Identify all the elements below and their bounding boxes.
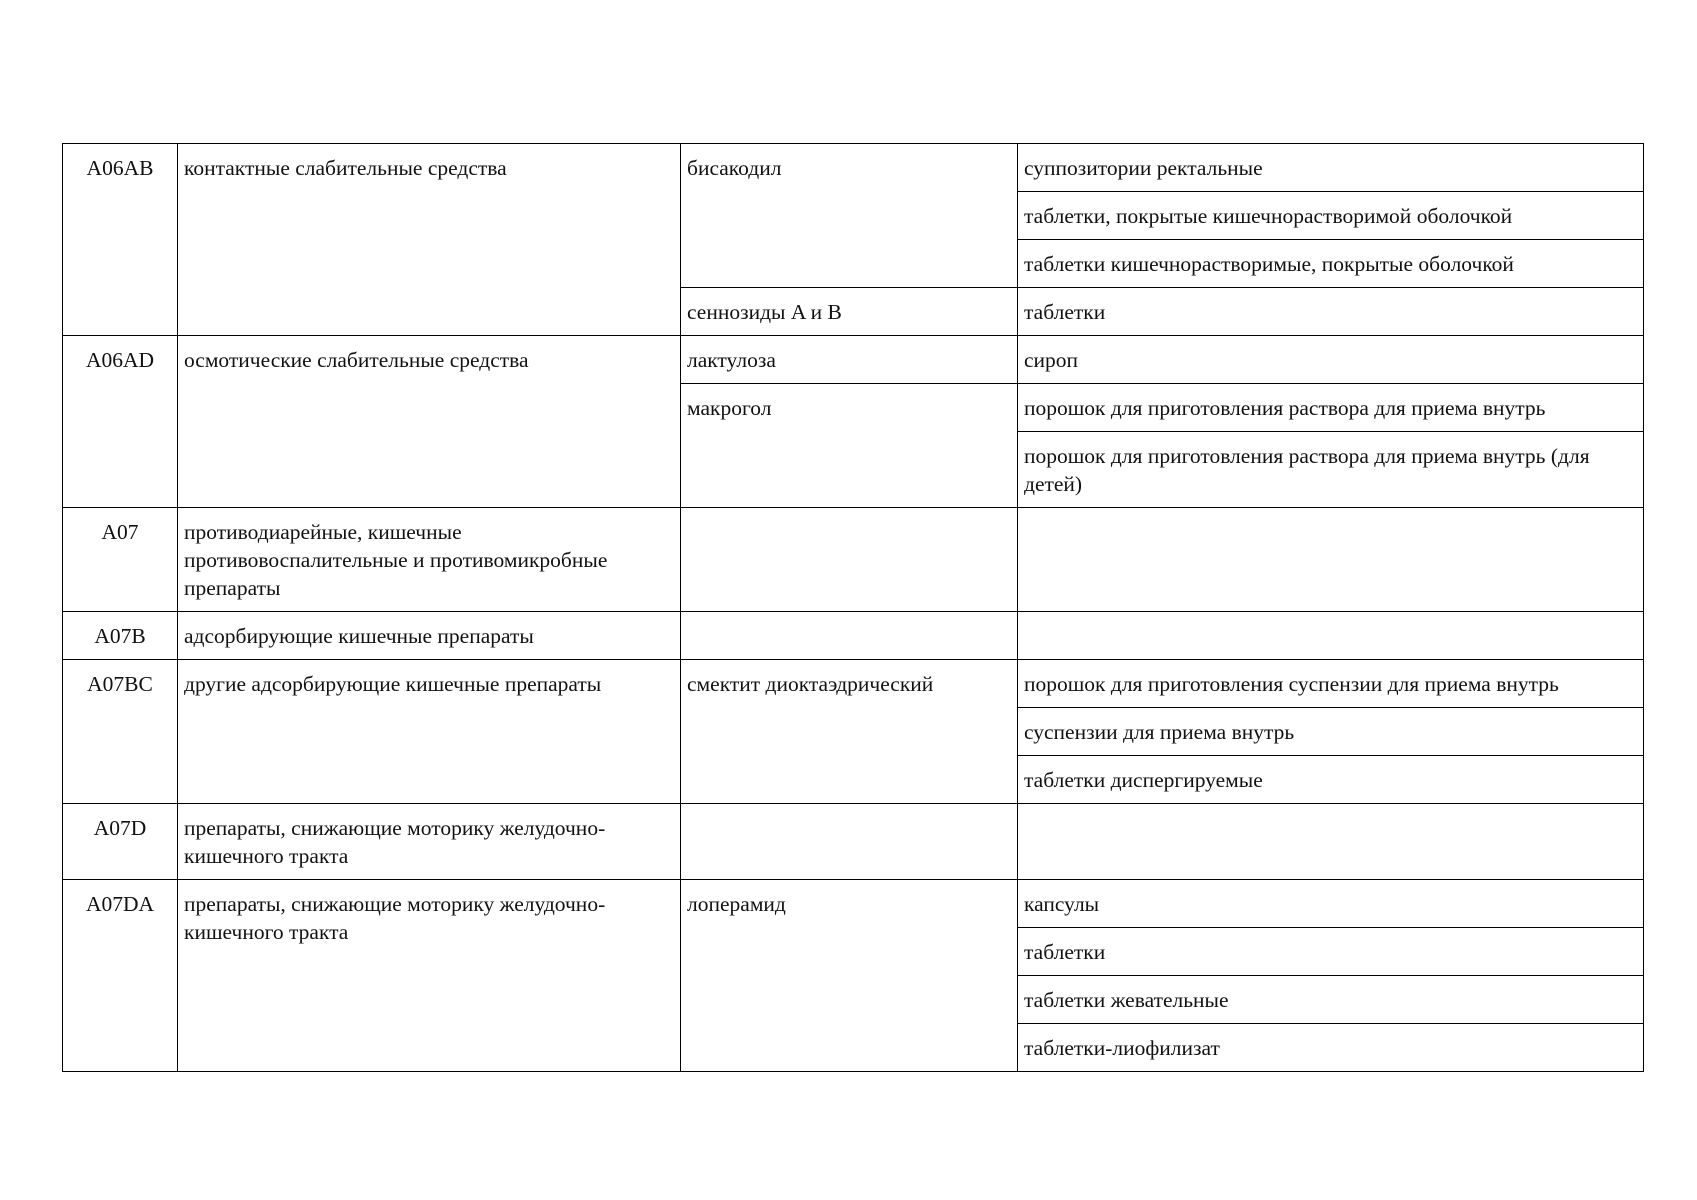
- dosage-form-cell: таблетки-лиофилизат: [1018, 1024, 1644, 1072]
- atc-code-cell: A06AD: [63, 336, 178, 508]
- group-name-cell: адсорбирующие кишечные препараты: [178, 612, 681, 660]
- atc-code-cell: A07: [63, 508, 178, 612]
- dosage-form-cell: таблетки жевательные: [1018, 976, 1644, 1024]
- drug-name-cell: смектит диоктаэдрический: [681, 660, 1018, 804]
- atc-code-cell: A07BC: [63, 660, 178, 804]
- dosage-form-cell: таблетки, покрытые кишечнорастворимой оболочкой: [1018, 192, 1644, 240]
- drug-table: [62, 143, 1644, 1072]
- dosage-form-cell: таблетки диспергируемые: [1018, 756, 1644, 804]
- drug-name-cell: [681, 508, 1018, 612]
- dosage-form-cell: [1018, 612, 1644, 660]
- table-row: [63, 880, 1644, 928]
- atc-code-cell: A07B: [63, 612, 178, 660]
- group-name-cell: осмотические слабительные средства: [178, 336, 681, 508]
- dosage-form-cell: порошок для приготовления суспензии для приема внутрь: [1018, 660, 1644, 708]
- drug-name-cell: [681, 612, 1018, 660]
- table-row: [63, 336, 1644, 384]
- drug-name-cell: макрогол: [681, 384, 1018, 508]
- group-name-cell: другие адсорбирующие кишечные препараты: [178, 660, 681, 804]
- group-name-cell: препараты, снижающие моторику желудочно-кишечного тракта: [178, 880, 681, 1072]
- table-row: [63, 804, 1644, 880]
- group-name-cell: препараты, снижающие моторику желудочно-кишечного тракта: [178, 804, 681, 880]
- drug-name-cell: сеннозиды A и B: [681, 288, 1018, 336]
- dosage-form-cell: порошок для приготовления раствора для приема внутрь (для детей): [1018, 432, 1644, 508]
- table-row: [63, 612, 1644, 660]
- drug-name-cell: лоперамид: [681, 880, 1018, 1072]
- drug-name-cell: лактулоза: [681, 336, 1018, 384]
- atc-code-cell: A07D: [63, 804, 178, 880]
- dosage-form-cell: [1018, 508, 1644, 612]
- drug-name-cell: [681, 804, 1018, 880]
- dosage-form-cell: суппозитории ректальные: [1018, 144, 1644, 192]
- table-row: [63, 144, 1644, 192]
- drug-name-cell: бисакодил: [681, 144, 1018, 288]
- dosage-form-cell: таблетки: [1018, 288, 1644, 336]
- dosage-form-cell: капсулы: [1018, 880, 1644, 928]
- table-row: [63, 660, 1644, 708]
- dosage-form-cell: порошок для приготовления раствора для приема внутрь: [1018, 384, 1644, 432]
- dosage-form-cell: суспензии для приема внутрь: [1018, 708, 1644, 756]
- dosage-form-cell: таблетки: [1018, 928, 1644, 976]
- table-row: [63, 508, 1644, 612]
- atc-code-cell: A07DA: [63, 880, 178, 1072]
- atc-code-cell: A06AB: [63, 144, 178, 336]
- dosage-form-cell: таблетки кишечнорастворимые, покрытые оболочкой: [1018, 240, 1644, 288]
- group-name-cell: контактные слабительные средства: [178, 144, 681, 336]
- group-name-cell: противодиарейные, кишечные противовоспалительные и противомикробные препараты: [178, 508, 681, 612]
- dosage-form-cell: [1018, 804, 1644, 880]
- dosage-form-cell: сироп: [1018, 336, 1644, 384]
